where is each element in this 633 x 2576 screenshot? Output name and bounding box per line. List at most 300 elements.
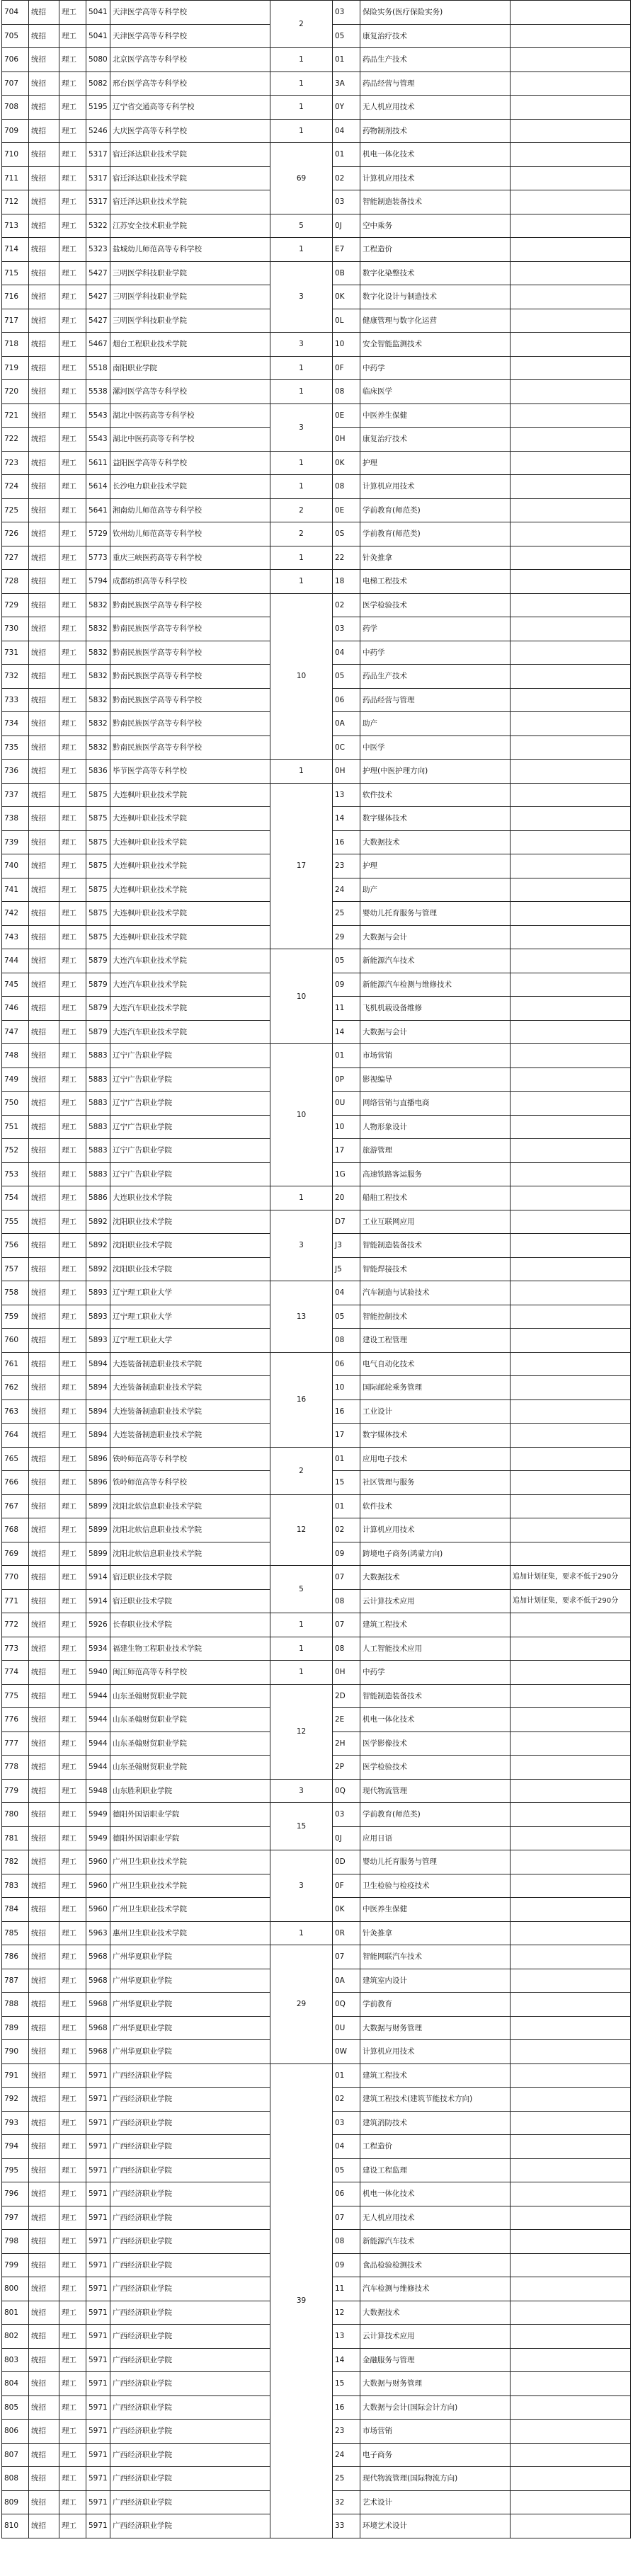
major-code-cell: J5	[333, 1257, 360, 1281]
batch-cell: 统招	[29, 1044, 59, 1068]
major-code-cell: 04	[333, 1281, 360, 1305]
plan-count-cell: 3	[270, 1779, 333, 1803]
major-code-cell: 01	[333, 1447, 360, 1471]
major-code-cell: 18	[333, 570, 360, 594]
note-cell	[511, 2348, 631, 2372]
note-cell	[511, 428, 631, 452]
batch-cell: 统招	[29, 2372, 59, 2396]
school-code-cell: 5893	[86, 1329, 110, 1353]
school-name-cell: 钦州幼儿师范高等专科学校	[110, 522, 270, 546]
major-name-cell: 软件技术	[360, 1494, 511, 1518]
school-name-cell: 湖北中医药高等专科学校	[110, 428, 270, 452]
major-code-cell: 08	[333, 1589, 360, 1613]
major-code-cell: 0J	[333, 1826, 360, 1850]
school-code-cell: 5971	[86, 2135, 110, 2159]
school-code-cell: 5879	[86, 1020, 110, 1044]
major-code-cell: 13	[333, 2325, 360, 2349]
row-number-cell: 779	[2, 1779, 29, 1803]
batch-cell: 统招	[29, 2514, 59, 2538]
school-code-cell: 5543	[86, 403, 110, 428]
batch-cell: 统招	[29, 1376, 59, 1400]
school-name-cell: 广西经济职业学院	[110, 2230, 270, 2254]
note-cell	[511, 24, 631, 48]
row-number-cell: 745	[2, 973, 29, 997]
table-row	[2, 949, 631, 973]
major-name-cell: 大数据技术	[360, 2301, 511, 2325]
note-cell	[511, 2301, 631, 2325]
row-number-cell: 722	[2, 428, 29, 452]
subject-type-cell: 理工	[59, 1257, 86, 1281]
major-code-cell: 25	[333, 902, 360, 926]
major-name-cell: 建设工程管理	[360, 1329, 511, 1353]
note-cell	[511, 1874, 631, 1898]
batch-cell: 统招	[29, 238, 59, 262]
major-name-cell: 建设工程监理	[360, 2158, 511, 2182]
major-name-cell: 飞机机载设备维修	[360, 997, 511, 1021]
school-name-cell: 宿迁泽达职业技术学院	[110, 166, 270, 190]
school-name-cell: 大连枫叶职业技术学院	[110, 830, 270, 854]
note-cell: 追加计划征集，要求不低于290分	[511, 1589, 631, 1613]
row-number-cell: 735	[2, 735, 29, 760]
subject-type-cell: 理工	[59, 428, 86, 452]
major-name-cell: 市场营销	[360, 1044, 511, 1068]
major-code-cell: 2D	[333, 1684, 360, 1708]
major-code-cell: 13	[333, 783, 360, 807]
row-number-cell: 712	[2, 190, 29, 214]
school-name-cell: 宿迁职业技术学院	[110, 1589, 270, 1613]
subject-type-cell: 理工	[59, 451, 86, 475]
batch-cell: 统招	[29, 333, 59, 357]
batch-cell: 统招	[29, 380, 59, 404]
major-code-cell: 14	[333, 807, 360, 831]
major-name-cell: 影视编导	[360, 1067, 511, 1092]
subject-type-cell: 理工	[59, 1, 86, 25]
major-name-cell: 计算机应用技术	[360, 2040, 511, 2064]
school-code-cell: 5041	[86, 24, 110, 48]
note-cell	[511, 783, 631, 807]
major-name-cell: 电子商务	[360, 2443, 511, 2467]
school-code-cell: 5883	[86, 1044, 110, 1068]
subject-type-cell: 理工	[59, 356, 86, 380]
batch-cell: 统招	[29, 1399, 59, 1424]
school-code-cell: 5611	[86, 451, 110, 475]
table-row	[2, 1186, 631, 1210]
table-row	[2, 570, 631, 594]
table-row	[2, 96, 631, 120]
note-cell	[511, 641, 631, 665]
batch-cell: 统招	[29, 166, 59, 190]
plan-count-cell: 1	[270, 451, 333, 475]
batch-cell: 统招	[29, 2443, 59, 2467]
plan-count-cell: 1	[270, 48, 333, 72]
school-name-cell: 广州卫生职业技术学院	[110, 1850, 270, 1874]
school-name-cell: 广西经济职业学院	[110, 2514, 270, 2538]
plan-count-cell: 1	[270, 119, 333, 143]
major-name-cell: 工业设计	[360, 1399, 511, 1424]
batch-cell: 统招	[29, 1, 59, 25]
note-cell	[511, 1329, 631, 1353]
row-number-cell: 773	[2, 1637, 29, 1661]
admission-plan-table	[1, 0, 631, 2538]
school-code-cell: 5538	[86, 380, 110, 404]
major-code-cell: 08	[333, 2230, 360, 2254]
batch-cell: 统招	[29, 1945, 59, 1969]
subject-type-cell: 理工	[59, 403, 86, 428]
batch-cell: 统招	[29, 214, 59, 238]
school-name-cell: 北京医学高等专科学校	[110, 48, 270, 72]
major-name-cell: 空中乘务	[360, 214, 511, 238]
table-row	[2, 71, 631, 96]
school-name-cell: 沈阳职业技术学院	[110, 1234, 270, 1258]
batch-cell: 统招	[29, 2490, 59, 2514]
batch-cell: 统招	[29, 451, 59, 475]
major-name-cell: 学前教育(师范类)	[360, 1803, 511, 1827]
school-name-cell: 大连汽车职业技术学院	[110, 949, 270, 973]
school-code-cell: 5082	[86, 71, 110, 96]
row-number-cell: 724	[2, 475, 29, 499]
school-code-cell: 5317	[86, 143, 110, 167]
major-code-cell: 0H	[333, 760, 360, 784]
subject-type-cell: 理工	[59, 1542, 86, 1566]
batch-cell: 统招	[29, 1067, 59, 1092]
major-name-cell: 软件技术	[360, 783, 511, 807]
batch-cell: 统招	[29, 807, 59, 831]
major-code-cell: 14	[333, 1020, 360, 1044]
table-row	[2, 1779, 631, 1803]
batch-cell: 统招	[29, 2277, 59, 2301]
table-row	[2, 522, 631, 546]
subject-type-cell: 理工	[59, 1210, 86, 1234]
batch-cell: 统招	[29, 1305, 59, 1329]
major-name-cell: 金融服务与管理	[360, 2348, 511, 2372]
row-number-cell: 809	[2, 2490, 29, 2514]
table-row	[2, 498, 631, 522]
school-name-cell: 湖北中医药高等专科学校	[110, 403, 270, 428]
school-name-cell: 烟台工程职业技术学院	[110, 333, 270, 357]
major-code-cell: 09	[333, 1542, 360, 1566]
note-cell	[511, 1613, 631, 1637]
school-code-cell: 5892	[86, 1210, 110, 1234]
major-name-cell: 机电一体化技术	[360, 2182, 511, 2206]
major-code-cell: 0K	[333, 285, 360, 309]
major-name-cell: 学前教育(师范类)	[360, 498, 511, 522]
school-name-cell: 沈阳职业技术学院	[110, 1210, 270, 1234]
row-number-cell: 801	[2, 2301, 29, 2325]
subject-type-cell: 理工	[59, 2158, 86, 2182]
subject-type-cell: 理工	[59, 2395, 86, 2420]
table-row	[2, 1684, 631, 1708]
major-code-cell: 16	[333, 830, 360, 854]
major-name-cell: 国际邮轮乘务管理	[360, 1376, 511, 1400]
school-name-cell: 辽宁理工职业大学	[110, 1329, 270, 1353]
major-name-cell: 无人机应用技术	[360, 2206, 511, 2230]
major-code-cell: 09	[333, 973, 360, 997]
major-code-cell: 25	[333, 2467, 360, 2491]
note-cell	[511, 688, 631, 712]
row-number-cell: 764	[2, 1424, 29, 1448]
major-name-cell: 计算机应用技术	[360, 166, 511, 190]
major-code-cell: 10	[333, 333, 360, 357]
school-name-cell: 天津医学高等专科学校	[110, 1, 270, 25]
plan-count-cell: 16	[270, 1352, 333, 1447]
major-name-cell: 智能焊接技术	[360, 1257, 511, 1281]
row-number-cell: 762	[2, 1376, 29, 1400]
school-code-cell: 5971	[86, 2514, 110, 2538]
school-code-cell: 5971	[86, 2088, 110, 2112]
row-number-cell: 759	[2, 1305, 29, 1329]
major-name-cell: 药品经营与管理	[360, 71, 511, 96]
school-code-cell: 5914	[86, 1566, 110, 1590]
row-number-cell: 714	[2, 238, 29, 262]
row-number-cell: 758	[2, 1281, 29, 1305]
major-code-cell: 02	[333, 593, 360, 617]
major-name-cell: 药品经营与管理	[360, 688, 511, 712]
major-code-cell: 05	[333, 949, 360, 973]
major-code-cell: 04	[333, 119, 360, 143]
subject-type-cell: 理工	[59, 1661, 86, 1685]
school-code-cell: 5971	[86, 2443, 110, 2467]
subject-type-cell: 理工	[59, 2348, 86, 2372]
school-code-cell: 5971	[86, 2206, 110, 2230]
major-code-cell: 01	[333, 143, 360, 167]
subject-type-cell: 理工	[59, 1376, 86, 1400]
major-name-cell: 跨境电子商务(鸿蒙方向)	[360, 1542, 511, 1566]
school-name-cell: 德阳外国语职业学院	[110, 1826, 270, 1850]
note-cell	[511, 902, 631, 926]
batch-cell: 统招	[29, 2325, 59, 2349]
row-number-cell: 720	[2, 380, 29, 404]
school-name-cell: 山东圣翰财贸职业学院	[110, 1756, 270, 1780]
school-name-cell: 大庆医学高等专科学校	[110, 119, 270, 143]
subject-type-cell: 理工	[59, 830, 86, 854]
major-name-cell: 社区管理与服务	[360, 1471, 511, 1495]
plan-count-cell: 1	[270, 238, 333, 262]
major-code-cell: D7	[333, 1210, 360, 1234]
table-row	[2, 1352, 631, 1376]
row-number-cell: 742	[2, 902, 29, 926]
major-code-cell: 05	[333, 1305, 360, 1329]
subject-type-cell: 理工	[59, 2443, 86, 2467]
batch-cell: 统招	[29, 2301, 59, 2325]
school-name-cell: 大连枫叶职业技术学院	[110, 878, 270, 902]
school-code-cell: 5968	[86, 1969, 110, 1993]
subject-type-cell: 理工	[59, 475, 86, 499]
school-code-cell: 5875	[86, 783, 110, 807]
major-name-cell: 中药学	[360, 356, 511, 380]
note-cell	[511, 2158, 631, 2182]
major-code-cell: 1G	[333, 1162, 360, 1186]
school-name-cell: 湘南幼儿师范高等专科学校	[110, 498, 270, 522]
table-row	[2, 1210, 631, 1234]
school-name-cell: 天津医学高等专科学校	[110, 24, 270, 48]
note-cell	[511, 1, 631, 25]
batch-cell: 统招	[29, 1518, 59, 1542]
note-cell	[511, 2514, 631, 2538]
major-code-cell: 06	[333, 2182, 360, 2206]
school-name-cell: 大连装备制造职业技术学院	[110, 1399, 270, 1424]
major-code-cell: 0E	[333, 403, 360, 428]
note-cell	[511, 119, 631, 143]
school-name-cell: 大连汽车职业技术学院	[110, 997, 270, 1021]
major-name-cell: 食品检验检测技术	[360, 2253, 511, 2277]
subject-type-cell: 理工	[59, 1020, 86, 1044]
subject-type-cell: 理工	[59, 214, 86, 238]
school-name-cell: 长春职业技术学院	[110, 1613, 270, 1637]
school-name-cell: 广西经济职业学院	[110, 2420, 270, 2444]
school-name-cell: 宿迁泽达职业技术学院	[110, 143, 270, 167]
row-number-cell: 733	[2, 688, 29, 712]
batch-cell: 统招	[29, 902, 59, 926]
major-code-cell: 15	[333, 2372, 360, 2396]
batch-cell: 统招	[29, 1210, 59, 1234]
school-name-cell: 辽宁省交通高等专科学校	[110, 96, 270, 120]
major-code-cell: 0Q	[333, 1779, 360, 1803]
row-number-cell: 719	[2, 356, 29, 380]
row-number-cell: 793	[2, 2111, 29, 2135]
subject-type-cell: 理工	[59, 1044, 86, 1068]
school-name-cell: 广西经济职业学院	[110, 2490, 270, 2514]
school-name-cell: 沈阳北软信息职业技术学院	[110, 1494, 270, 1518]
major-code-cell: 0C	[333, 735, 360, 760]
row-number-cell: 738	[2, 807, 29, 831]
major-name-cell: 汽车制造与试验技术	[360, 1281, 511, 1305]
note-cell	[511, 261, 631, 285]
school-name-cell: 大连装备制造职业技术学院	[110, 1376, 270, 1400]
major-name-cell: 中医养生保健	[360, 1898, 511, 1922]
batch-cell: 统招	[29, 285, 59, 309]
batch-cell: 统招	[29, 428, 59, 452]
table-row	[2, 1044, 631, 1068]
batch-cell: 统招	[29, 190, 59, 214]
subject-type-cell: 理工	[59, 1139, 86, 1163]
batch-cell: 统招	[29, 1803, 59, 1827]
row-number-cell: 792	[2, 2088, 29, 2112]
school-name-cell: 大连枫叶职业技术学院	[110, 925, 270, 949]
subject-type-cell: 理工	[59, 1779, 86, 1803]
major-name-cell: 现代物流管理	[360, 1779, 511, 1803]
subject-type-cell: 理工	[59, 593, 86, 617]
major-name-cell: 环境艺术设计	[360, 2514, 511, 2538]
major-name-cell: 保险实务(医疗保险实务)	[360, 1, 511, 25]
subject-type-cell: 理工	[59, 570, 86, 594]
batch-cell: 统招	[29, 2135, 59, 2159]
batch-cell: 统招	[29, 2206, 59, 2230]
school-name-cell: 广西经济职业学院	[110, 2372, 270, 2396]
batch-cell: 统招	[29, 1281, 59, 1305]
major-name-cell: 应用日语	[360, 1826, 511, 1850]
note-cell	[511, 238, 631, 262]
plan-count-cell: 1	[270, 760, 333, 784]
school-name-cell: 沈阳职业技术学院	[110, 1257, 270, 1281]
plan-count-cell: 15	[270, 1803, 333, 1850]
school-code-cell: 5883	[86, 1162, 110, 1186]
note-cell	[511, 475, 631, 499]
note-cell	[511, 1139, 631, 1163]
major-name-cell: 大数据与财务管理	[360, 2372, 511, 2396]
major-name-cell: 大数据与会计	[360, 925, 511, 949]
major-code-cell: 02	[333, 1518, 360, 1542]
school-code-cell: 5944	[86, 1756, 110, 1780]
batch-cell: 统招	[29, 1779, 59, 1803]
school-name-cell: 大连枫叶职业技术学院	[110, 783, 270, 807]
table-body	[2, 1, 631, 2538]
plan-count-cell: 1	[270, 570, 333, 594]
major-code-cell: 01	[333, 48, 360, 72]
note-cell	[511, 973, 631, 997]
batch-cell: 统招	[29, 949, 59, 973]
school-name-cell: 闽江师范高等专科学校	[110, 1661, 270, 1685]
school-code-cell: 5894	[86, 1399, 110, 1424]
school-code-cell: 5971	[86, 2182, 110, 2206]
row-number-cell: 782	[2, 1850, 29, 1874]
note-cell	[511, 498, 631, 522]
subject-type-cell: 理工	[59, 1589, 86, 1613]
school-name-cell: 辽宁广告职业学院	[110, 1092, 270, 1116]
school-name-cell: 沈阳北软信息职业技术学院	[110, 1518, 270, 1542]
major-code-cell: 03	[333, 617, 360, 641]
school-name-cell: 广西经济职业学院	[110, 2206, 270, 2230]
school-code-cell: 5949	[86, 1803, 110, 1827]
subject-type-cell: 理工	[59, 261, 86, 285]
subject-type-cell: 理工	[59, 1921, 86, 1945]
school-name-cell: 山东胜利职业学院	[110, 1779, 270, 1803]
school-code-cell: 5317	[86, 190, 110, 214]
subject-type-cell: 理工	[59, 48, 86, 72]
note-cell	[511, 1020, 631, 1044]
school-code-cell: 5875	[86, 807, 110, 831]
row-number-cell: 780	[2, 1803, 29, 1827]
major-name-cell: 云计算技术应用	[360, 1589, 511, 1613]
school-name-cell: 三明医学科技职业学院	[110, 285, 270, 309]
major-name-cell: 数字媒体技术	[360, 807, 511, 831]
plan-count-cell: 1	[270, 380, 333, 404]
note-cell	[511, 1494, 631, 1518]
school-code-cell: 5614	[86, 475, 110, 499]
plan-count-cell: 12	[270, 1494, 333, 1566]
batch-cell: 统招	[29, 2158, 59, 2182]
batch-cell: 统招	[29, 356, 59, 380]
batch-cell: 统招	[29, 712, 59, 736]
school-code-cell: 5896	[86, 1447, 110, 1471]
school-name-cell: 广西经济职业学院	[110, 2325, 270, 2349]
subject-type-cell: 理工	[59, 2230, 86, 2254]
major-code-cell: 2E	[333, 1708, 360, 1732]
note-cell	[511, 1210, 631, 1234]
table-row	[2, 356, 631, 380]
school-name-cell: 广西经济职业学院	[110, 2301, 270, 2325]
row-number-cell: 795	[2, 2158, 29, 2182]
subject-type-cell: 理工	[59, 1329, 86, 1353]
note-cell	[511, 2230, 631, 2254]
note-cell	[511, 1708, 631, 1732]
note-cell	[511, 878, 631, 902]
major-name-cell: 中药学	[360, 1661, 511, 1685]
batch-cell: 统招	[29, 1494, 59, 1518]
school-code-cell: 5892	[86, 1257, 110, 1281]
batch-cell: 统招	[29, 403, 59, 428]
subject-type-cell: 理工	[59, 1092, 86, 1116]
plan-count-cell: 2	[270, 522, 333, 546]
major-code-cell: 3A	[333, 71, 360, 96]
plan-count-cell: 10	[270, 949, 333, 1044]
table-row	[2, 1281, 631, 1305]
major-code-cell: 07	[333, 1566, 360, 1590]
school-code-cell: 5971	[86, 2420, 110, 2444]
major-name-cell: 数字化染整技术	[360, 261, 511, 285]
major-code-cell: 33	[333, 2514, 360, 2538]
note-cell	[511, 2040, 631, 2064]
row-number-cell: 710	[2, 143, 29, 167]
